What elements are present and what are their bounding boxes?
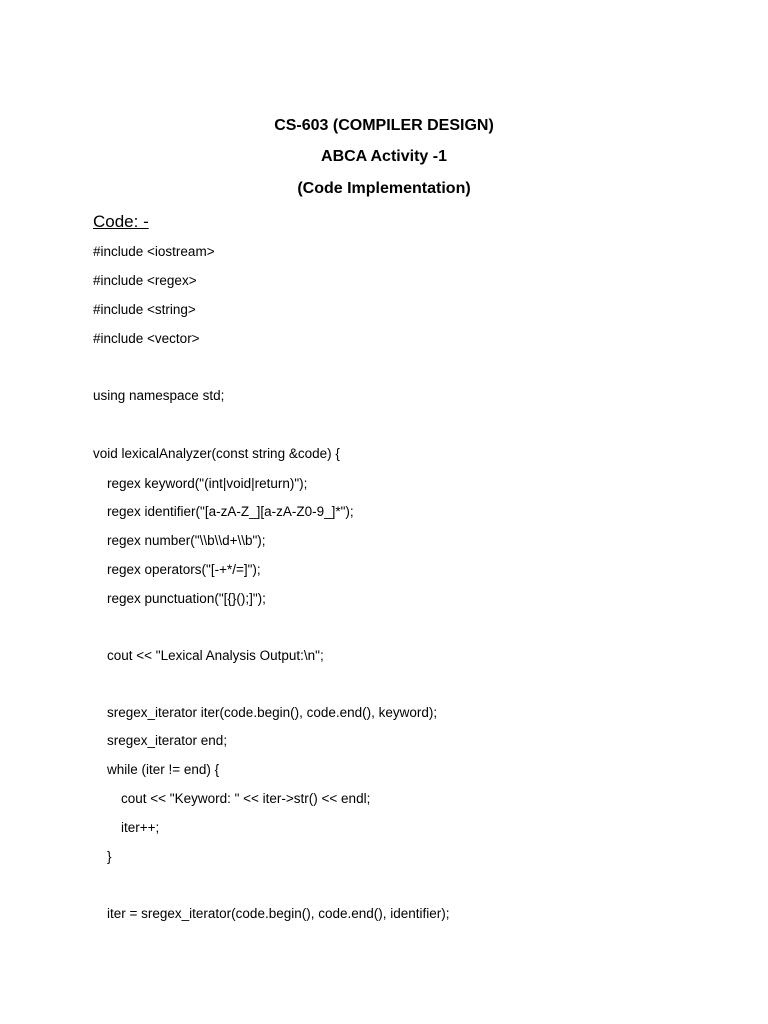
code-line: regex number("\\b\\d+\\b"); xyxy=(107,533,266,548)
code-line: while (iter != end) { xyxy=(107,762,220,777)
subtitle: (Code Implementation) xyxy=(297,180,471,197)
code-heading: Code: - xyxy=(93,212,149,231)
activity-title: ABCA Activity -1 xyxy=(321,148,447,165)
code-line: regex identifier("[a-zA-Z_][a-zA-Z0-9_]*"); xyxy=(107,504,354,519)
code-line: #include <iostream> xyxy=(93,244,215,259)
code-line: #include <string> xyxy=(93,302,196,317)
code-line: using namespace std; xyxy=(93,388,225,403)
code-line: void lexicalAnalyzer(const string &code) { xyxy=(93,446,340,461)
code-line: iter++; xyxy=(121,820,160,835)
code-line: #include <regex> xyxy=(93,273,197,288)
code-line: cout << "Keyword: " << iter->str() << endl; xyxy=(121,791,371,806)
code-line: cout << "Lexical Analysis Output:\n"; xyxy=(107,648,324,663)
course-title: CS-603 (COMPILER DESIGN) xyxy=(274,117,494,134)
code-line: regex operators("[-+*/=]"); xyxy=(107,562,261,577)
code-line: sregex_iterator end; xyxy=(107,733,228,748)
code-line: sregex_iterator iter(code.begin(), code.end(), keyword); xyxy=(107,705,438,720)
code-line: regex keyword("(int|void|return)"); xyxy=(107,476,308,491)
code-line: #include <vector> xyxy=(93,331,200,346)
code-line: } xyxy=(107,849,112,864)
code-line: iter = sregex_iterator(code.begin(), code.end(), identifier); xyxy=(107,906,450,921)
code-line: regex punctuation("[{}();]"); xyxy=(107,591,266,606)
